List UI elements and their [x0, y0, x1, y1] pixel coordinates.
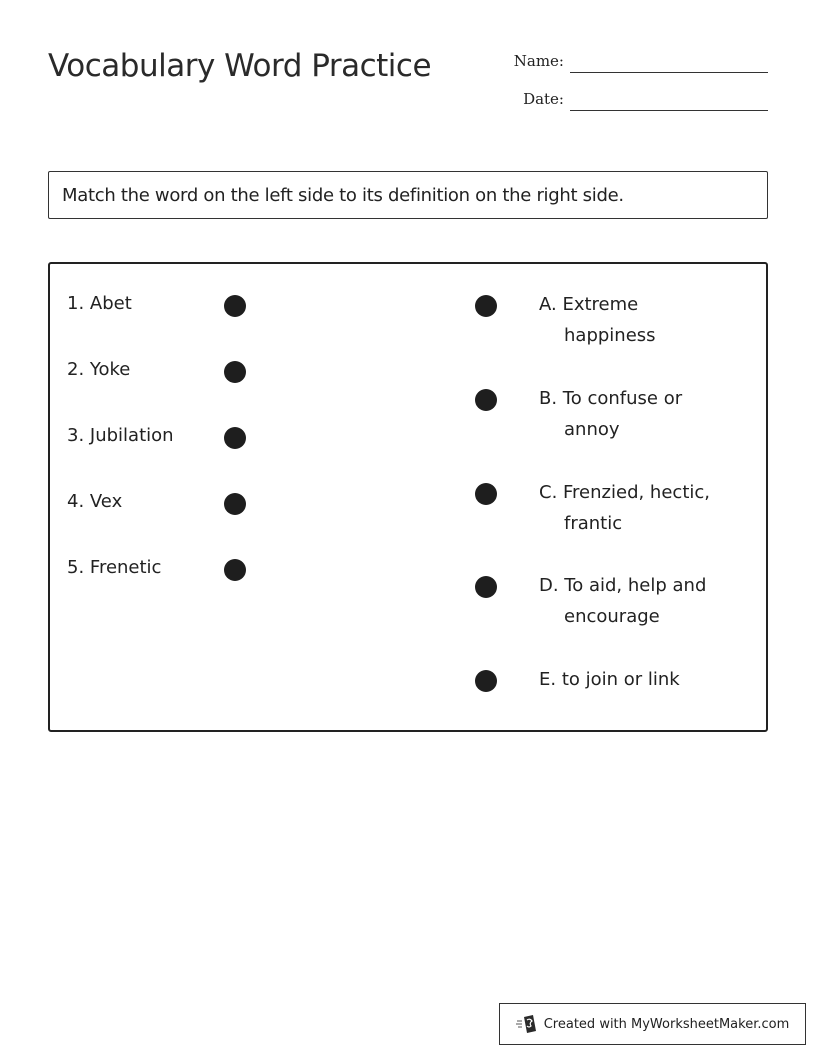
instructions-text: Match the word on the left side to its definition on the right side. — [62, 184, 624, 206]
definition-connector-dot[interactable] — [475, 483, 497, 505]
definition-item — [539, 477, 710, 539]
definition-line: encourage — [564, 606, 660, 627]
definition-line: annoy — [564, 419, 620, 440]
word-connector-dot[interactable] — [224, 559, 246, 581]
footer-badge[interactable] — [499, 1003, 806, 1045]
date-blank-line[interactable] — [570, 109, 768, 111]
worksheet-logo-icon — [516, 1014, 538, 1034]
definition-line: E. to join or link — [539, 669, 680, 690]
name-field-row — [500, 52, 768, 70]
footer-text: Created with MyWorksheetMaker.com — [543, 1016, 790, 1032]
definition-line: C. Frenzied, hectic, — [539, 482, 710, 503]
word-connector-dot[interactable] — [224, 295, 246, 317]
definition-line: frantic — [564, 513, 623, 534]
definition-item — [539, 664, 680, 695]
word-connector-dot[interactable] — [224, 427, 246, 449]
definition-item — [539, 289, 656, 351]
matching-area — [48, 262, 768, 732]
word-connector-dot[interactable] — [224, 493, 246, 515]
date-label: Date: — [523, 90, 564, 108]
definition-connector-dot[interactable] — [475, 389, 497, 411]
date-field-row — [500, 90, 768, 108]
name-label: Name: — [513, 52, 564, 70]
word-item: 3. Jubilation — [67, 425, 174, 446]
definition-line: A. Extreme — [539, 294, 639, 315]
definition-item — [539, 570, 706, 632]
name-blank-line[interactable] — [570, 71, 768, 73]
page-title: Vocabulary Word Practice — [48, 48, 432, 84]
instructions-box — [48, 171, 768, 219]
word-item: 2. Yoke — [67, 359, 131, 380]
definition-connector-dot[interactable] — [475, 670, 497, 692]
definition-line: D. To aid, help and — [539, 575, 707, 596]
word-item: 4. Vex — [67, 491, 123, 512]
word-connector-dot[interactable] — [224, 361, 246, 383]
word-item: 5. Frenetic — [67, 557, 162, 578]
word-item: 1. Abet — [67, 293, 132, 314]
definition-connector-dot[interactable] — [475, 576, 497, 598]
definition-line: happiness — [564, 325, 656, 346]
definition-connector-dot[interactable] — [475, 295, 497, 317]
definition-line: B. To confuse or — [539, 388, 683, 409]
definition-item — [539, 383, 682, 445]
